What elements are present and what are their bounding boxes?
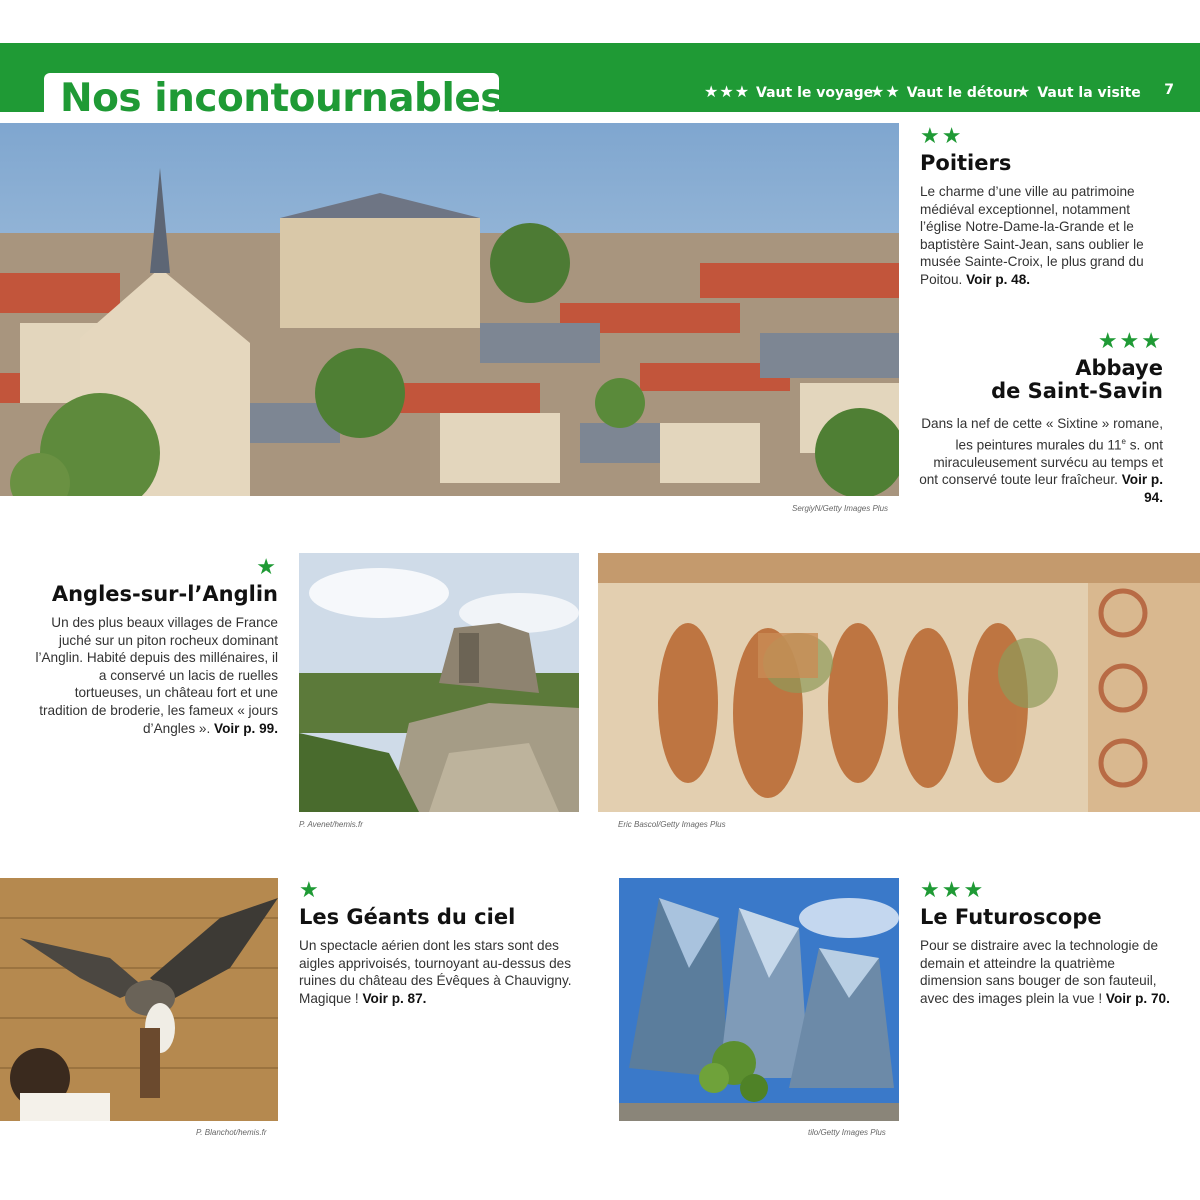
rating-stars-icon: ★★★ [920, 877, 986, 902]
rating-legend [704, 82, 1174, 104]
entry-futuroscope [920, 878, 1170, 1007]
star-icon: ★ [299, 877, 321, 902]
photo-credit: P. Avenet/hemis.fr [299, 820, 363, 829]
entry-description [915, 415, 1163, 507]
superscript: e [1121, 436, 1126, 446]
entry-text: Un spectacle aérien dont les stars sont des aigles apprivoisés, tournoyant au-dessus des ruines du château des Évêques à Chauvigny. Magique ! [299, 938, 572, 1006]
entry-description [30, 614, 278, 737]
fresco-photo [598, 553, 1200, 812]
page-reference: Voir p. 87. [362, 990, 427, 1006]
page-number: 7 [1164, 82, 1174, 98]
entry-text: s. ont miraculeusement survécu au temps et ont conservé toute leur fraîcheur. [919, 437, 1163, 488]
entry-geants-du-ciel [299, 878, 574, 1007]
entry-title: Les Géants du ciel [299, 905, 516, 929]
entry-title-line1: Abbaye [1075, 356, 1163, 380]
entry-title: Le Futuroscope [920, 905, 1102, 929]
photo-credit: Eric Bascol/Getty Images Plus [618, 820, 726, 829]
entry-description [920, 937, 1170, 1007]
legend-label: Vaut la visite [1037, 85, 1141, 101]
page-reference: Voir p. 99. [214, 720, 278, 736]
entry-title: Poitiers [920, 151, 1012, 175]
entry-text: Un des plus beaux villages de France juché sur un piton rocheux dominant l’Anglin. Habité depuis des millénaires, il a conservé un lacis de ruelles tortueuses, un château fort et une tradition de broderie, les fameux « jours d’Angles ». [35, 615, 278, 736]
page-reference: Voir p. 48. [966, 271, 1031, 287]
rating-stars-icon: ★★★ [1097, 328, 1163, 353]
two-stars-icon: ★★ [870, 82, 901, 101]
eagle-photo [0, 878, 278, 1121]
legend-label: Vaut le détour [906, 85, 1020, 101]
page-reference: Voir p. 70. [1105, 990, 1170, 1006]
futuroscope-photo [619, 878, 899, 1121]
entry-description [299, 937, 574, 1007]
legend-item-one-star [1016, 82, 1141, 101]
photo-credit: P. Blanchot/hemis.fr [196, 1128, 267, 1137]
angles-photo [299, 553, 579, 812]
entry-text: Pour se distraire avec la technologie de demain et atteindre la quatrième dimension sans bouger de son fauteuil, avec des images plein la vue ! [920, 938, 1159, 1006]
entry-poitiers [920, 124, 1175, 289]
legend-item-three-stars [704, 82, 873, 101]
entry-description [920, 183, 1175, 289]
page-title: Nos incontournables [60, 76, 503, 121]
photo-credit: SergiyN/Getty Images Plus [792, 504, 889, 513]
rating-stars-icon: ★★ [920, 123, 964, 148]
page-reference: Voir p. 94. [1121, 472, 1163, 505]
star-icon: ★ [256, 554, 278, 579]
photo-credit: tilo/Getty Images Plus [808, 1128, 886, 1137]
star-icon: ★ [1016, 82, 1032, 101]
poitiers-photo [0, 123, 899, 496]
legend-item-two-stars [870, 82, 1020, 101]
entry-title-line2: de Saint-Savin [991, 379, 1163, 403]
entry-saint-savin [915, 329, 1163, 507]
entry-text: Le charme d’une ville au patrimoine médiéval exceptionnel, notamment l’église Notre-Dame-la-Grande et le baptistère Saint-Jean, sans oublier le musée Sainte-Croix, le plus grand du Poitou. [920, 184, 1144, 287]
entry-angles [30, 555, 278, 737]
entry-text: Dans la nef de cette « Sixtine » romane, les peintures murales du 11 [921, 416, 1163, 453]
legend-label: Vaut le voyage [756, 85, 874, 101]
three-stars-icon: ★★★ [704, 82, 751, 101]
entry-title: Angles-sur-l’Anglin [51, 582, 278, 606]
entry-title [915, 357, 1163, 403]
